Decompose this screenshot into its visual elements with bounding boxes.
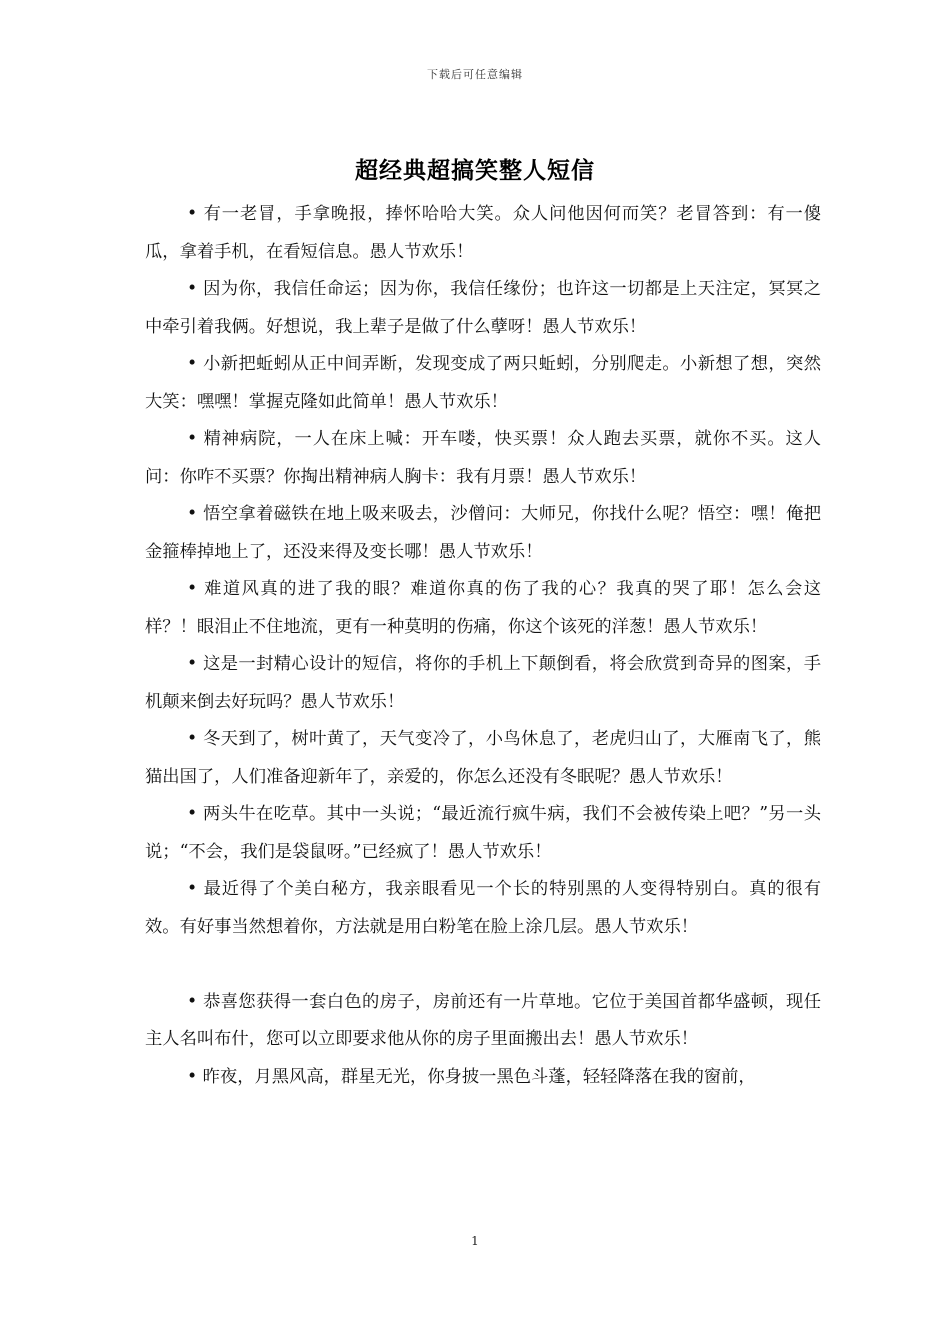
header-note: 下载后可任意编辑 [427,68,523,81]
paragraph: • 昨夜，月黑风高，群星无光，你身披一黑色斗蓬，轻轻降落在我的窗前， [187,1066,756,1087]
paragraph: • 难道风真的进了我的眼？难道你真的伤了我的心？我真的哭了耶！怎么会这样？！眼泪止不住地流，更有一种莫明的伤痛，你这个该死的洋葱！愚人节欢乐！ [145,579,821,637]
page-title: 超经典超搞笑整人短信 [355,157,595,184]
body-text [145,196,821,1096]
page-number: 1 [471,1234,479,1248]
paragraph: • 两头牛在吃草。其中一头说；“最近流行疯牛病，我们不会被传染上吧？”另一头说；“不会，我们是袋鼠呀。”已经疯了！愚人节欢乐！ [145,804,821,862]
paragraph: • 恭喜您获得一套白色的房子，房前还有一片草地。它位于美国首都华盛顿，现任主人名叫布什，您可以立即要求他从你的房子里面搬出去！愚人节欢乐！ [145,991,821,1049]
paragraph: • 精神病院，一人在床上喊：开车喽，快买票！众人跑去买票，就你不买。这人问：你咋不买票？你掏出精神病人胸卡：我有月票！愚人节欢乐！ [145,429,821,487]
paragraph: • 最近得了个美白秘方，我亲眼看见一个长的特别黑的人变得特别白。真的很有效。有好事当然想着你，方法就是用白粉笔在脸上涂几层。愚人节欢乐！ [145,879,821,937]
paragraph: • 这是一封精心设计的短信，将你的手机上下颠倒看，将会欣赏到奇异的图案，手机颠来倒去好玩吗？愚人节欢乐！ [145,654,821,712]
blank-line [145,946,821,984]
paragraph: • 因为你，我信任命运；因为你，我信任缘份；也许这一切都是上天注定，冥冥之中牵引着我俩。好想说，我上辈子是做了什么孽呀！愚人节欢乐！ [145,279,821,337]
paragraph: • 小新把蚯蚓从正中间弄断，发现变成了两只蚯蚓，分别爬走。小新想了想，突然大笑：嘿嘿！掌握克隆如此简单！愚人节欢乐！ [145,354,821,412]
paragraph: • 冬天到了，树叶黄了，天气变冷了，小鸟休息了，老虎归山了，大雁南飞了，熊猫出国了，人们准备迎新年了，亲爱的，你怎么还没有冬眠呢？愚人节欢乐！ [145,729,821,787]
paragraph: • 有一老冒，手拿晚报，捧怀哈哈大笑。众人问他因何而笑？老冒答到：有一傻瓜，拿着手机，在看短信息。愚人节欢乐！ [145,204,821,262]
paragraph: • 悟空拿着磁铁在地上吸来吸去，沙僧问：大师兄，你找什么呢？悟空：嘿！俺把金箍棒掉地上了，还没来得及变长哪！愚人节欢乐！ [145,504,821,562]
